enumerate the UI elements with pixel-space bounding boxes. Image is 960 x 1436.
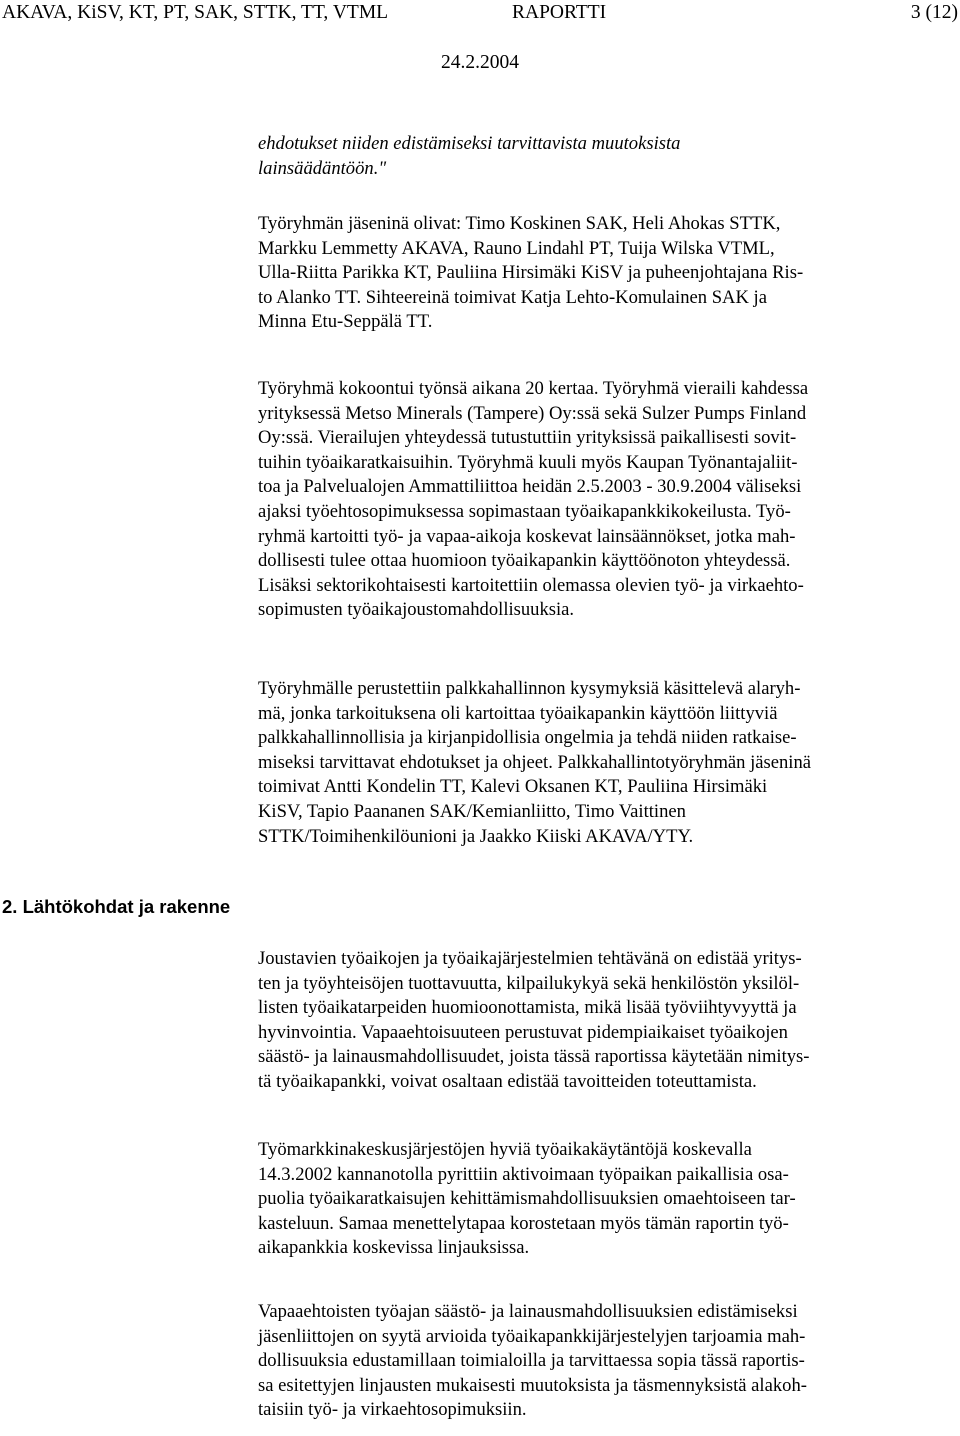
paragraph-member-unions-assessment <box>258 1300 958 1423</box>
paragraph-flexible-working-hours <box>258 947 958 1095</box>
text-line: dollisuuksia edustamillaan toimialoilla ja tarvittaessa sopia tässä raportis- <box>258 1350 805 1372</box>
text-line: Joustavien työaikojen ja työaikajärjestelmien tehtävänä on edistää yritys- <box>258 948 802 969</box>
text-line: KiSV, Tapio Paananen SAK/Kemianliitto, Timo Vaittinen <box>258 800 686 822</box>
text-line: Markku Lemmetty AKAVA, Rauno Lindahl PT, Tuija Wilska VTML, <box>258 237 775 259</box>
text-line: ehdotukset niiden edistämiseksi tarvittavista muutoksista <box>258 133 681 154</box>
header-organizations: AKAVA, KiSV, KT, PT, SAK, STTK, TT, VTML <box>2 2 389 23</box>
text-line: dollisesti tulee ottaa huomioon työaikapankin käyttöönoton yhteydessä. <box>258 550 791 572</box>
text-line: toimivat Antti Kondelin TT, Kalevi Oksanen KT, Pauliina Hirsimäki <box>258 776 768 798</box>
text-line: toa ja Palvelualojen Ammattiliittoa heidän 2.5.2003 - 30.9.2004 väliseksi <box>258 476 802 498</box>
header-date: 24.2.2004 <box>441 52 519 73</box>
header-document-type: RAPORTTI <box>512 2 607 23</box>
text-line: palkkahallinnollisia ja kirjanpidollisia ongelmia ja tehdä niiden ratkaise- <box>258 727 797 749</box>
text-line: Oy:ssä. Vierailujen yhteydessä tutustuttiin yrityksissä paikallisesti sovit- <box>258 427 797 449</box>
text-line: Työryhmä kokoontui työnsä aikana 20 kertaa. Työryhmä vieraili kahdessa <box>258 378 809 399</box>
text-line: Työryhmälle perustettiin palkkahallinnon kysymyksiä käsittelevä alaryh- <box>258 678 801 699</box>
text-line: miseksi tarvittavat ehdotukset ja ohjeet. Palkkahallintotyöryhmän jäseninä <box>258 751 812 773</box>
text-line: taisiin työ- ja virkaehtosopimuksiin. <box>258 1399 527 1421</box>
text-line: aikapankkia koskevissa linjauksissa. <box>258 1237 530 1259</box>
section-heading: 2. Lähtökohdat ja rakenne <box>2 896 231 917</box>
text-line: ajaksi työehtosopimuksessa sopimastaan työaikapankkikokeilusta. Työ- <box>258 500 791 522</box>
text-line: hyvinvointia. Vapaaehtoisuuteen perustuvat pidempiaikaiset työaikojen <box>258 1021 788 1043</box>
text-line: jäsenliittojen on syytä arvioida työaikapankkijärjestelyjen tarjoamia mah- <box>258 1325 806 1347</box>
paragraph-payroll-subgroup <box>258 677 958 849</box>
text-line: Ulla-Riitta Parikka KT, Pauliina Hirsimäki KiSV ja puheenjohtajana Ris- <box>258 262 804 284</box>
paragraph-central-organizations-statement <box>258 1138 958 1261</box>
page-header <box>0 0 960 32</box>
text-line: STTK/Toimihenkilöunioni ja Jaakko Kiiski AKAVA/YTY. <box>258 825 694 847</box>
text-line: tuihin työaikaratkaisuihin. Työryhmä kuuli myös Kaupan Työnantajaliit- <box>258 451 798 473</box>
text-line: sopimusten työaikajoustomahdollisuuksia. <box>258 599 575 621</box>
text-line: lainsäädäntöön." <box>258 157 387 179</box>
text-line: Työmarkkinakeskusjärjestöjen hyviä työaikakäytäntöjä koskevalla <box>258 1139 752 1160</box>
text-line: ryhmä kartoitti työ- ja vapaa-aikoja koskevat lainsäännökset, jotka mah- <box>258 525 796 547</box>
paragraph-quote-end <box>258 132 958 181</box>
text-line: Vapaaehtoisten työajan säästö- ja lainausmahdollisuuksien edistämiseksi <box>258 1301 798 1322</box>
text-line: puolia työaikaratkaisujen kehittämismahdollisuuksien omaehtoiseen tar- <box>258 1188 796 1210</box>
text-line: sa esitettyjen linjausten mukaisesti muutoksista ja täsmennyksistä alakoh- <box>258 1374 807 1396</box>
paragraph-working-group-members <box>258 212 958 335</box>
text-line: 14.3.2002 kannanotolla pyrittiin aktivoimaan työpaikan paikallisia osa- <box>258 1163 789 1185</box>
paragraph-meetings-and-visits <box>258 377 958 623</box>
text-line: Työryhmän jäseninä olivat: Timo Koskinen SAK, Heli Ahokas STTK, <box>258 213 781 234</box>
text-line: yrityksessä Metso Minerals (Tampere) Oy:ssä sekä Sulzer Pumps Finland <box>258 402 807 424</box>
text-line: to Alanko TT. Sihteereinä toimivat Katja Lehto-Komulainen SAK ja <box>258 286 767 308</box>
text-line: ten ja työyhteisöjen tuottavuutta, kilpailukykyä sekä henkilöstön yksilöl- <box>258 972 800 994</box>
header-page-number: 3 (12) <box>910 2 958 23</box>
text-line: Minna Etu-Seppälä TT. <box>258 311 433 333</box>
text-line: listen työaikatarpeiden huomioonottamista, mikä lisää työviihtyvyyttä ja <box>258 997 797 1019</box>
text-line: mä, jonka tarkoituksena oli kartoittaa työaikapankin käyttöön liittyviä <box>258 702 778 724</box>
text-line: kasteluun. Samaa menettelytapaa korostetaan myös tämän raportin työ- <box>258 1212 789 1234</box>
text-line: Lisäksi sektorikohtaisesti kartoitettiin olemassa olevien työ- ja virkaehto- <box>258 574 804 596</box>
text-line: säästö- ja lainausmahdollisuudet, joista tässä raportissa käytetään nimitys- <box>258 1046 810 1068</box>
text-line: tä työaikapankki, voivat osaltaan edistää tavoitteiden toteuttamista. <box>258 1070 757 1092</box>
